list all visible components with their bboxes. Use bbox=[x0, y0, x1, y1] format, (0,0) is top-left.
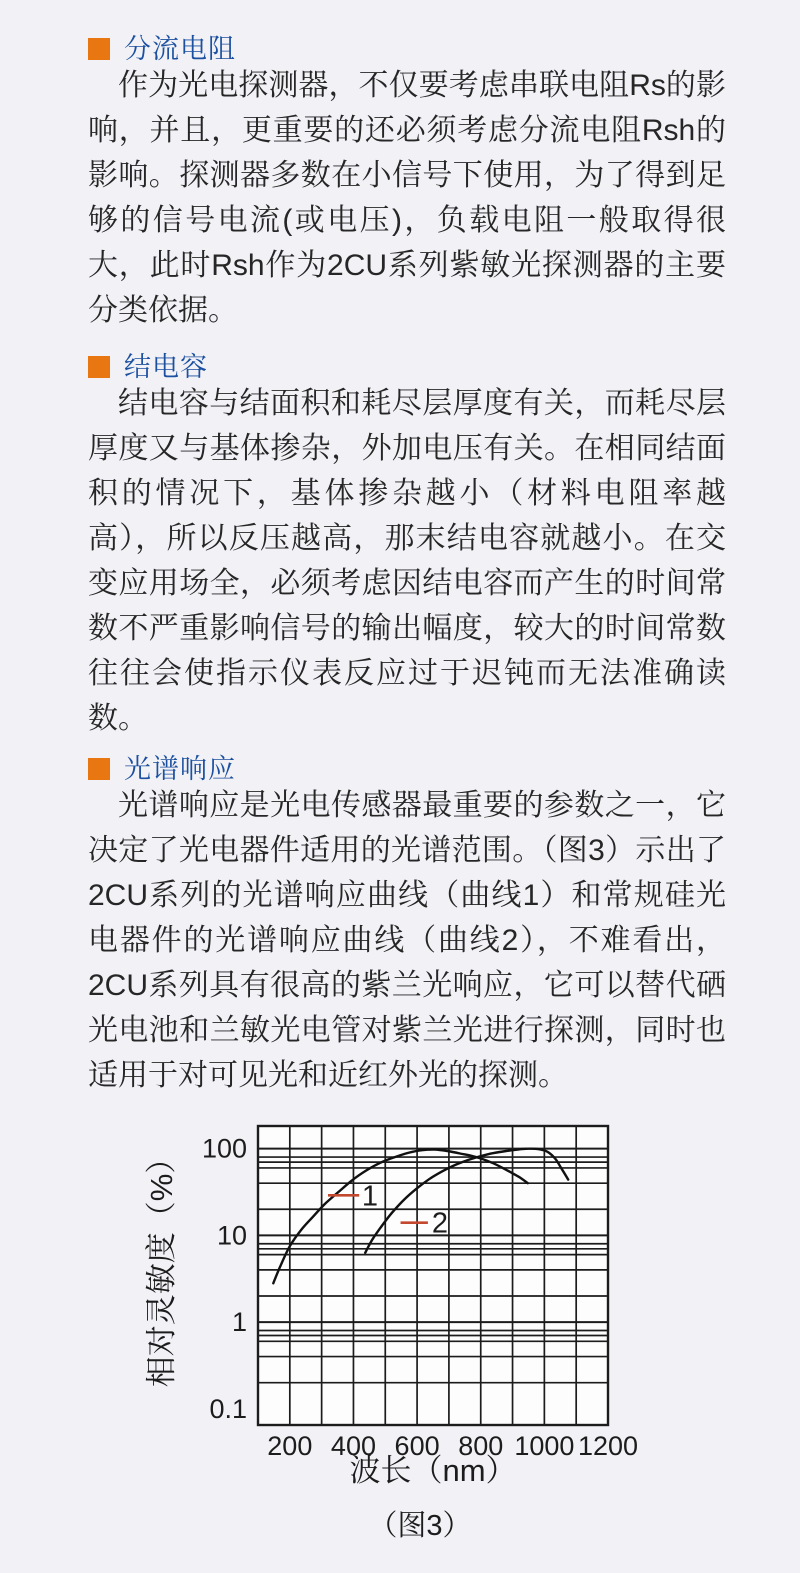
section-title: 分流电阻 bbox=[124, 34, 236, 64]
section-body-text: 作为光电探测器，不仅要考虑串联电阻Rs的影响，并且，更重要的还必须考虑分流电阻Rsh的影响。探测器多数在小信号下使用，为了得到足够的信号电流(或电压)，负载电阻一般取得很大，此时Rsh作为2CU系列紫敏光探测器的主要分类依据。 bbox=[88, 69, 726, 327]
section-bullet-square-icon bbox=[88, 356, 110, 378]
x-tick-label: 1000 bbox=[514, 1431, 575, 1461]
x-axis-title: 波长（nm） bbox=[349, 1453, 517, 1488]
x-tick-label: 400 bbox=[330, 1431, 376, 1461]
section-bullet-square-icon bbox=[88, 38, 110, 60]
section-heading-shunt-resistance bbox=[88, 35, 726, 63]
curve-label-2: 2 bbox=[431, 1207, 449, 1240]
section-title: 结电容 bbox=[124, 352, 208, 382]
x-tick-label: 800 bbox=[458, 1431, 504, 1461]
y-tick-label: 1 bbox=[231, 1307, 247, 1338]
x-tick-label: 1200 bbox=[577, 1431, 639, 1461]
section-heading-junction-capacitance bbox=[88, 353, 726, 381]
section-heading-spectral-response bbox=[88, 755, 726, 783]
y-tick-label: 0.1 bbox=[209, 1393, 247, 1424]
spectral-response-figure bbox=[100, 1118, 720, 1568]
y-tick-label: 10 bbox=[216, 1220, 247, 1251]
plot-border bbox=[258, 1126, 608, 1425]
y-tick-label: 100 bbox=[201, 1133, 247, 1164]
x-tick-label: 200 bbox=[267, 1431, 313, 1461]
spectral-response-chart bbox=[100, 1118, 720, 1568]
section-bullet-square-icon bbox=[88, 758, 110, 780]
figure-caption: （图3） bbox=[368, 1510, 472, 1542]
x-tick-label: 600 bbox=[394, 1431, 440, 1461]
y-axis-title: 相对灵敏度（%） bbox=[144, 1142, 179, 1388]
section-body-text: 光谱响应是光电传感器最重要的参数之一，它决定了光电器件适用的光谱范围。（图3）示出了2CU系列的光谱响应曲线（曲线1）和常规硅光电器件的光谱响应曲线（曲线2），不难看出，2CU系列具有很高的紫兰光响应，它可以替代硒光电池和兰敏光电管对紫兰光进行探测，同时也适用于对可见光和近红外光的探测。 bbox=[88, 789, 726, 1092]
section-title: 光谱响应 bbox=[124, 754, 236, 784]
chart-grid bbox=[258, 1126, 608, 1425]
section-body-text: 结电容与结面积和耗尽层厚度有关，而耗尽层厚度又与基体掺杂，外加电压有关。在相同结面积的情况下，基体掺杂越小（材料电阻率越高），所以反压越高，那末结电容就越小。在交变应用场全，必须考虑因结电容而产生的时间常数不严重影响信号的输出幅度，较大的时间常数往往会使指示仪表反应过于迟钝而无法准确读数。 bbox=[88, 387, 726, 735]
curve-label-1: 1 bbox=[361, 1180, 379, 1213]
